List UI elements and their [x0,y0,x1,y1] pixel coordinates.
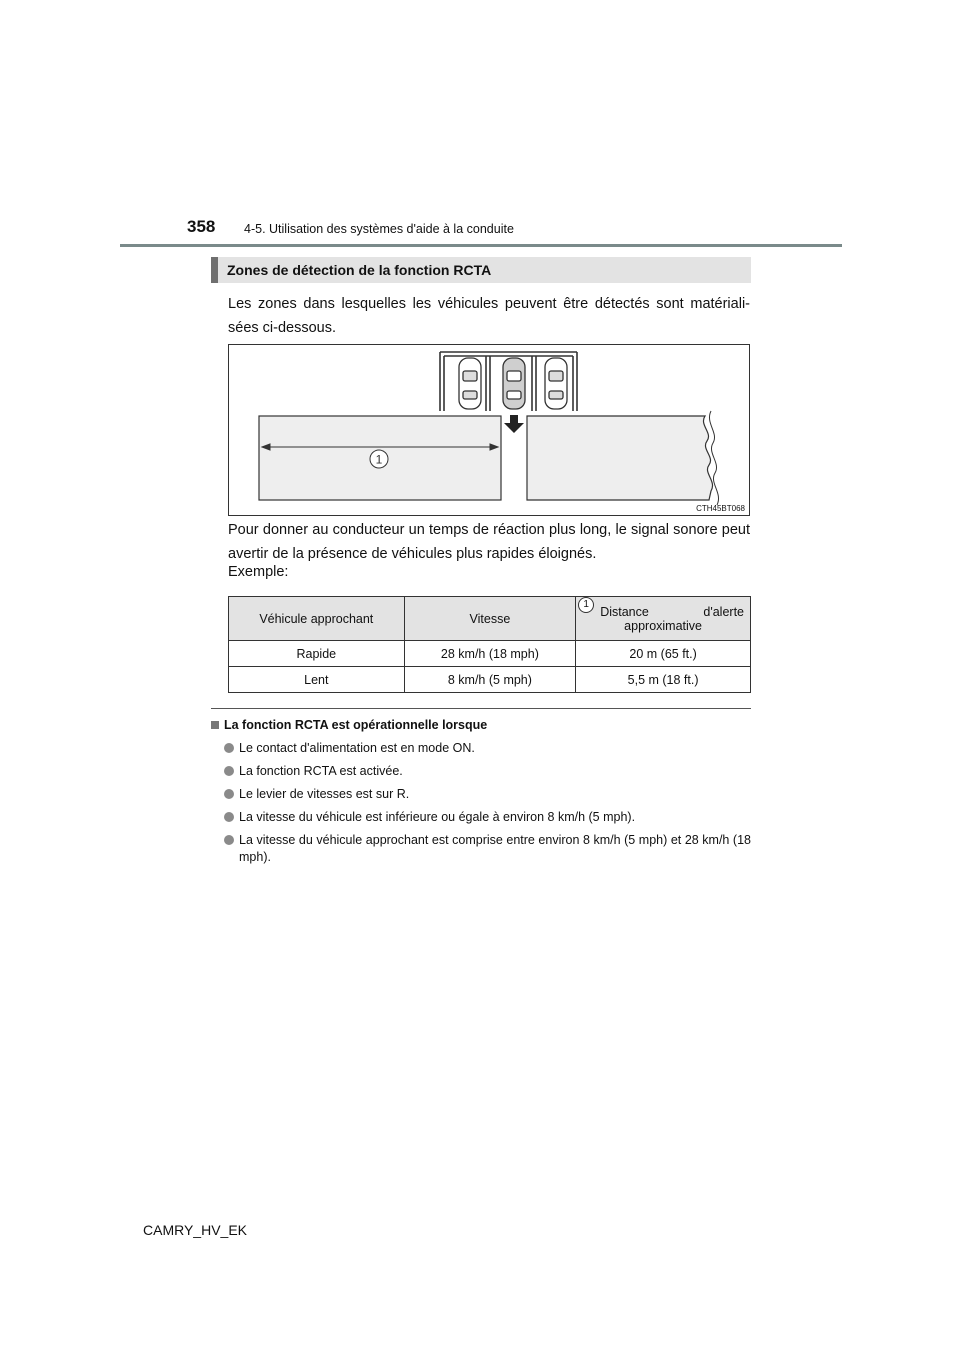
parked-car-left [459,358,481,409]
list-item: La vitesse du véhicule approchant est comprise entre environ 8 km/h (5 mph) et 28 km/h (18 mph). [224,832,751,866]
bullet-dot-icon [224,766,234,776]
list-item: La fonction RCTA est activée. [224,763,751,780]
header-rule [120,244,842,247]
bullet-dot-icon [224,812,234,822]
reverse-direction-arrow [504,415,524,433]
conditions-list [224,740,751,872]
square-bullet-icon [211,721,219,729]
note-heading [211,718,487,732]
list-item: Le levier de vitesses est sur R. [224,786,751,803]
section-heading [211,257,751,283]
header-dist-word2: d'alerte [703,604,744,619]
header-alert-distance [576,597,751,641]
list-item: La vitesse du véhicule est inférieure ou égale à environ 8 km/h (5 mph). [224,809,751,826]
parked-car-right [545,358,567,409]
table-callout: 1 [578,597,594,613]
section-title: Zones de détection de la fonction RCTA [227,262,492,278]
intro-paragraph: Les zones dans lesquelles les véhicules peuvent être détectés sont matériali-sées ci-dessous. [228,296,750,336]
reversing-car [503,358,525,409]
body-paragraph: Pour donner au conducteur un temps de réaction plus long, le signal sonore peut avertir de la présence de véhicules plus rapides éloignés. [228,522,750,562]
header-speed: Vitesse [404,597,576,641]
table-row [229,641,751,667]
bullet-dot-icon [224,743,234,753]
bullet-dot-icon [224,835,234,845]
bullet-dot-icon [224,789,234,799]
note-divider [211,708,751,709]
figure-code: CTH45BT068 [696,504,745,513]
page-number: 358 [187,217,216,236]
note-title: La fonction RCTA est opérationnelle lorsque [224,718,488,732]
table-header-row [229,597,751,641]
list-item: Le contact d'alimentation est en mode ON. [224,740,751,757]
cell-distance: 20 m (65 ft.) [576,641,751,667]
detection-zone-right [527,416,713,500]
header-approaching-vehicle: Véhicule approchant [229,597,405,641]
cell-speed: 8 km/h (5 mph) [404,667,576,693]
figure-callout: 1 [375,452,383,467]
example-label: Exemple: [228,564,289,580]
header-dist-word1: Distance [600,604,649,619]
running-head: 4-5. Utilisation des systèmes d'aide à la conduite [244,222,514,236]
model-code: CAMRY_HV_EK [143,1222,248,1238]
header-dist-word3: approximative [624,618,702,633]
table-row [229,667,751,693]
cell-vehicle: Lent [229,667,405,693]
detection-zone-illustration [229,345,749,515]
cell-distance: 5,5 m (18 ft.) [576,667,751,693]
cell-speed: 28 km/h (18 mph) [404,641,576,667]
alert-distance-table [228,596,751,693]
detection-zone-figure [228,344,750,516]
cell-vehicle: Rapide [229,641,405,667]
